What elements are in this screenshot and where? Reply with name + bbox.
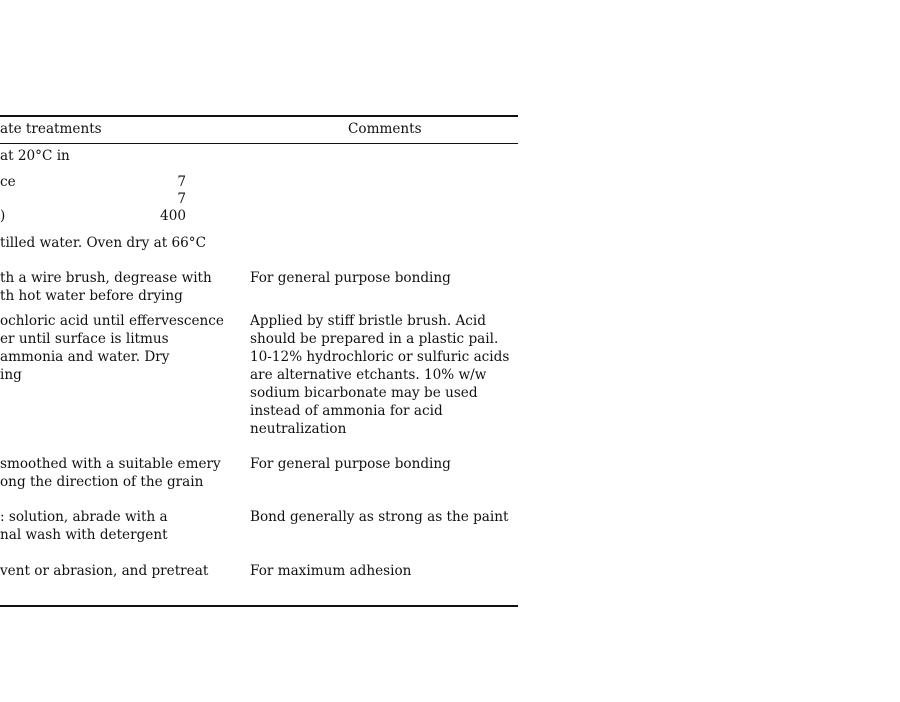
header-treatments: ate treatments — [0, 121, 102, 137]
comment-text: instead of ammonia for acid — [250, 403, 443, 419]
treatment-text: : solution, abrade with a — [0, 509, 168, 525]
component-name: ) — [0, 208, 6, 224]
treatment-text: ochloric acid until effervescence — [0, 313, 224, 329]
comment-text: For general purpose bonding — [250, 456, 451, 472]
treatment-text: th hot water before drying — [0, 288, 183, 304]
comment-text: sodium bicarbonate may be used — [250, 385, 478, 401]
comment-text: neutralization — [250, 421, 347, 437]
comment-text: are alternative etchants. 10% w/w — [250, 367, 487, 383]
component-value: 400 — [160, 208, 186, 224]
component-value: 7 — [177, 174, 186, 190]
comment-text: Applied by stiff bristle brush. Acid — [250, 313, 486, 329]
table-bottom-rule — [0, 605, 518, 607]
intro-finish: tilled water. Oven dry at 66°C — [0, 235, 206, 251]
comment-text: should be prepared in a plastic pail. — [250, 331, 499, 347]
treatment-text: er until surface is litmus — [0, 331, 169, 347]
header-comments: Comments — [348, 121, 422, 137]
treatment-text: ong the direction of the grain — [0, 474, 204, 490]
comment-text: 10-12% hydrochloric or sulfuric acids — [250, 349, 510, 365]
treatment-text: nal wash with detergent — [0, 527, 168, 543]
component-name: ce — [0, 174, 16, 190]
header-rule — [0, 143, 518, 144]
treatment-text: ammonia and water. Dry — [0, 349, 170, 365]
table-top-rule — [0, 115, 518, 117]
treatment-text: vent or abrasion, and pretreat — [0, 563, 209, 579]
treatment-text: smoothed with a suitable emery — [0, 456, 221, 472]
intro-line: at 20°C in — [0, 148, 70, 164]
treatment-text: ing — [0, 367, 22, 383]
comment-text: Bond generally as strong as the paint — [250, 509, 509, 525]
component-value: 7 — [177, 191, 186, 207]
comment-text: For general purpose bonding — [250, 270, 451, 286]
comment-text: For maximum adhesion — [250, 563, 412, 579]
treatment-text: th a wire brush, degrease with — [0, 270, 212, 286]
